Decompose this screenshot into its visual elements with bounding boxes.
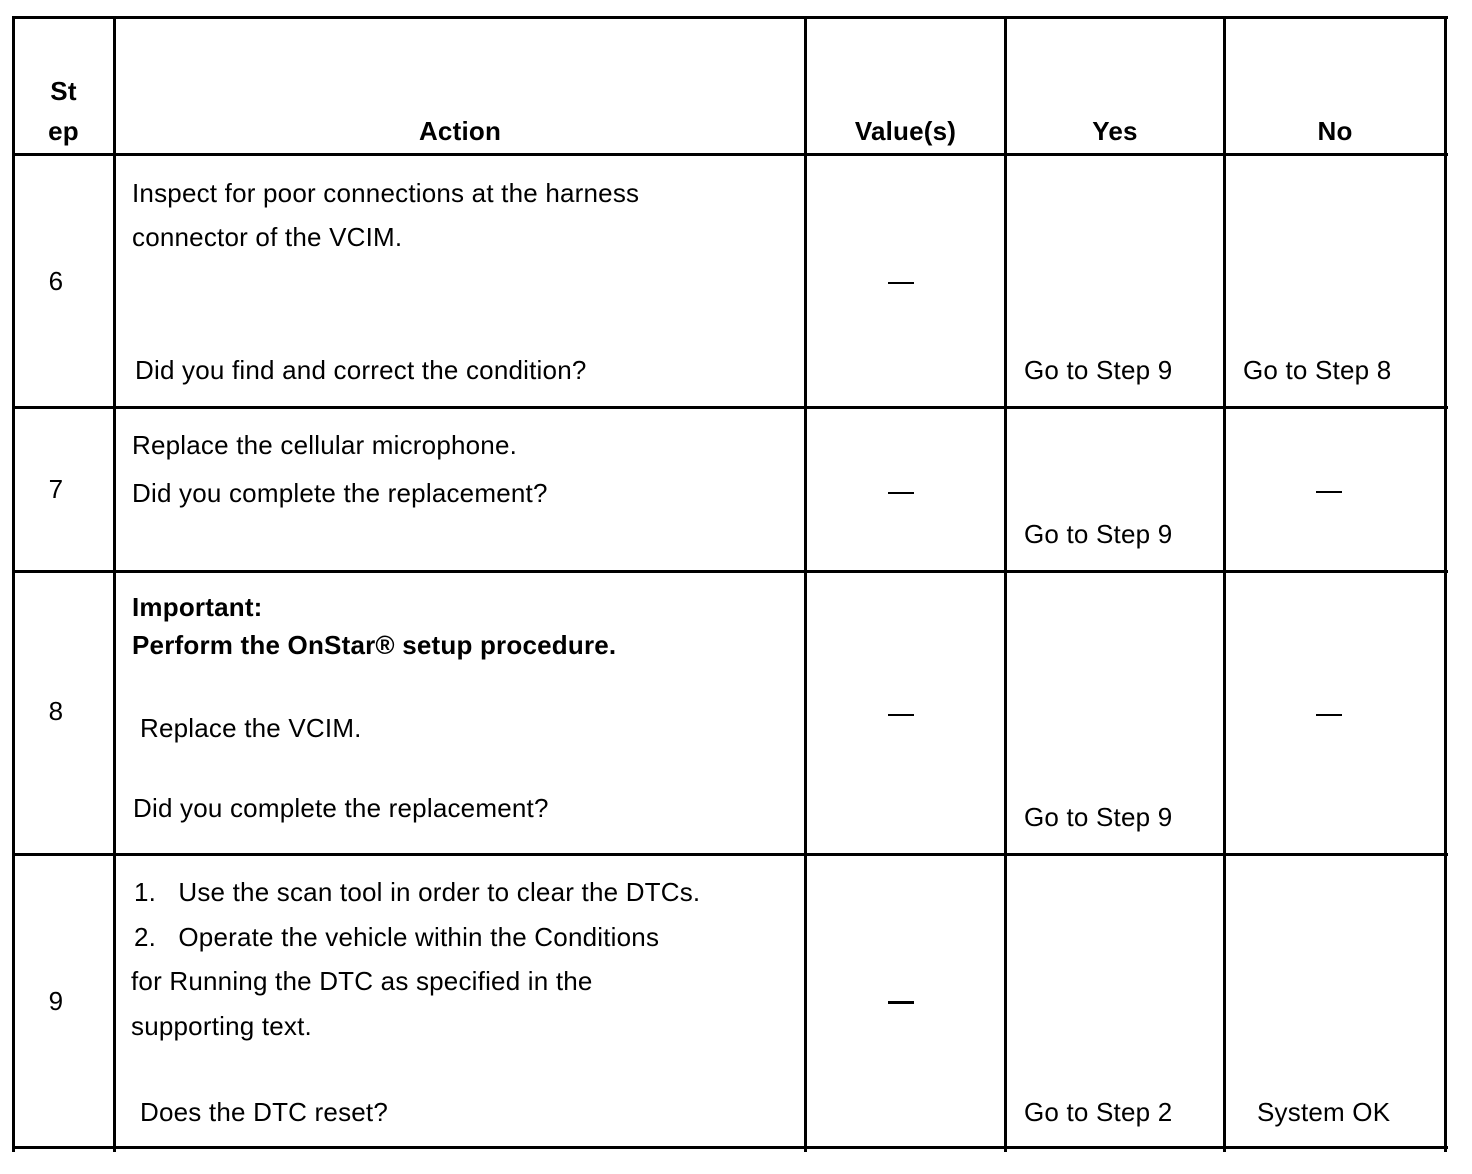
- yes-result: Go to Step 9: [1024, 519, 1173, 549]
- action-line: 2. Operate the vehicle within the Conditions: [134, 922, 660, 952]
- action-question: Does the DTC reset?: [140, 1097, 389, 1127]
- column-divider: [1004, 16, 1007, 1152]
- table-border-top: [12, 16, 1448, 19]
- header-no: No: [1317, 116, 1353, 146]
- header-action: Action: [418, 116, 502, 146]
- action-question: Did you find and correct the condition?: [135, 355, 587, 385]
- important-label: Important:: [132, 592, 263, 622]
- no-result: System OK: [1257, 1097, 1391, 1127]
- action-question: Did you complete the replacement?: [132, 478, 548, 508]
- important-text: Perform the OnStar® setup procedure.: [132, 630, 617, 660]
- value-text-row-8: [885, 692, 911, 722]
- action-question: Did you complete the replacement?: [133, 793, 549, 823]
- action-line: Inspect for poor connections at the harness: [132, 178, 640, 208]
- row-divider: [12, 570, 1448, 573]
- value-text-row-7: [885, 470, 911, 500]
- value-text-row-9: [885, 979, 911, 1009]
- step-number: 6: [48, 266, 64, 296]
- step-number: 7: [48, 474, 64, 504]
- action-line: Replace the cellular microphone.: [132, 430, 518, 460]
- table-border-left: [12, 16, 15, 1152]
- value-text-row-6: [885, 260, 911, 290]
- column-divider: [804, 16, 807, 1152]
- step-number: 8: [48, 696, 64, 726]
- row-divider: [12, 406, 1448, 409]
- header-step-line2: ep: [48, 116, 79, 146]
- yes-result: Go to Step 9: [1024, 802, 1173, 832]
- step-number: 9: [48, 986, 64, 1016]
- table-border-right: [1444, 16, 1447, 1152]
- action-line: 1. Use the scan tool in order to clear the DTCs.: [134, 877, 701, 907]
- no-text-row-7: [1313, 469, 1339, 499]
- column-divider: [113, 16, 116, 1152]
- header-values: Value(s): [854, 116, 957, 146]
- yes-result: Go to Step 9: [1024, 355, 1173, 385]
- no-text-row-8: [1313, 692, 1339, 722]
- column-divider: [1223, 16, 1226, 1152]
- header-divider: [12, 153, 1448, 156]
- action-line: for Running the DTC as specified in the: [131, 966, 593, 996]
- row-divider: [12, 853, 1448, 856]
- table-border-bottom: [12, 1146, 1448, 1149]
- no-result: Go to Step 8: [1243, 355, 1392, 385]
- action-line: supporting text.: [131, 1011, 312, 1041]
- action-line: Replace the VCIM.: [140, 713, 362, 743]
- header-step-line1: St: [50, 76, 77, 106]
- header-yes: Yes: [1092, 116, 1138, 146]
- action-line: connector of the VCIM.: [132, 222, 403, 252]
- yes-result: Go to Step 2: [1024, 1097, 1173, 1127]
